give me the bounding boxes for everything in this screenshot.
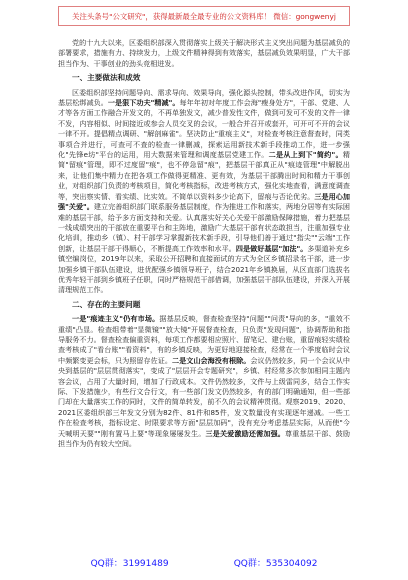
sec1-lead: 区委组织部坚持问题导向、需求导向、效果导向，强化源头控制，带头改进作风，切实为基层松绑减负。	[58, 87, 350, 108]
document-body	[58, 38, 350, 449]
sec2-point2-title: 二是文山会海没有根除。	[171, 355, 251, 365]
sec1-point3-title: 三是用心加强"关爱"。	[58, 191, 351, 212]
sec2-point1-title: 一是"痕迹主义"仍有市场。	[72, 314, 160, 324]
footer	[58, 556, 350, 569]
section-heading-2: 二、存在的主要问题	[72, 299, 141, 309]
banner-text: 关注头条号"公文研究"，获得最新最全最专业的公文资料库！ 微信：gongwenyj	[72, 11, 336, 21]
sec2-point3-title: 三是关爱激励还需加强。	[205, 428, 286, 438]
sec1-point4-text: 多渠道补充乡镇空编岗位，2019年以来，采取公开招聘和直接面试的方式为全区乡镇招录名干部，进一步加强乡镇干部队伍建设，进优配强乡镇领导班子，结合2021年乡镇换届，从区直部门选拔名优秀年轻干部到乡镇班子任职，同时严格规范干部借调，加强基层干部队伍建设，并深入开展清理规范工作。	[58, 243, 350, 295]
sec2-point3-text: 尊重基层干部、鼓励担当作为仍有较大空间。	[58, 428, 350, 449]
sec1-point4-title: 四是做好基层"加法"。	[235, 243, 308, 253]
intro-paragraph: 党的十九大以来，区委组织部深入贯彻落实上级关于解决形式主义突出问题为基层减负的部署要求，措施有力、持续发力，上级文件精神得到有效落实，基层减负效果明显，广大干部担当作为、干事创业的劲头竞相迸发。	[58, 38, 350, 68]
top-banner	[58, 6, 350, 26]
section-heading-1: 一、主要做法和成效	[72, 73, 141, 83]
section1-paragraph	[58, 88, 350, 296]
footer-qq-2: QQ群：535304092	[233, 559, 318, 569]
sec1-point1-text: 每年年初对年度工作会海"瘦身处方"，干部、党建、人才等各方面工作融合开发文的，不再单独发文，减少普发性文件，做到可发可不发的文件一律不发，内容相似、时间接近或参会人员交叉的会议，一般合并召开或套开，可开可不开的会议一律不开。提倡精点调研、"解剖麻雀"。坚决防止"重痕主义"，对检查考核注意督查时，同类事项合并进行，可查可不查的检查一律删减，探索运用新技术新手段推动工作，进一步强化"先锋e坊"平台的运用，用大数据来管理和调度基层党建工作。	[58, 98, 350, 160]
sec1-point1-title: 一是狠下功夫"精减"。	[107, 98, 180, 108]
sec1-point3-text: 建立完善组织部门联系服务基层制度，作为推进工作和落实，两地分居等有实际困难的基层干部，给予多方面支持和关爱。认真落实好关心关爱干部激励保障措施，着力把基层一线成绩突出的干部放在重要平台和主阵地，激励广大基层干部有状态敢担当，注重加强专业化培训，推动乡（镇）、村干部学习掌握新技术新手段，引导他们善于通过"指尖""云端"工作创新，让基层干部干得顺心，不断提高工作效率和水平。	[58, 202, 350, 253]
sec1-point2-title: 二是从上到下"简约"。	[268, 150, 343, 160]
section2-paragraph	[58, 314, 350, 449]
sec1-point2-text: 精简"留痕"管理，即不过度留"痕"，也不停急留"痕"，把基层干部真正从"痕迹管理"中解脱出来，让他们集中精力在把各项工作做得更精准、更有效，为基层干部腾出时间和精力干事创业，对组织部门负责的考核项目，简化考核指标，改进考核方式，强化实地查看，满意度调查等，突出察实情、看实绩、比实效。不简单以资料多少论高下，留痕与否论优劣。	[58, 150, 350, 201]
sec2-point1-text: 据基层反映，督查检查坚持"问题""问责"导向的多，"重效不重绩"凸显。检查组带着"显微镜""放大镜"开展督查检查，只负责"发现问题"，协调帮助和指导服务不力。督查检查偏重资料，每项工作都要相应照片、留笔记、建台账，重留痕轻实绩检查考核成了"看台账""看资料"，有的乡镇反映，为更好地迎接检查，经常在一个季度临时会议中频繁变更会标，只为照留存佐证。	[58, 314, 350, 365]
footer-qq-1: QQ群：31991489	[90, 559, 169, 569]
sec2-point2-text: 会议仍然较多，同一个会议从中央到基层的"层层贯彻落实"，变成了"层层开会专题研究"，乡镇、村经常多次参加相同主题内容会议，占用了大量时间，增加了行政成本。文件仍然较多，文件与上级雷同多，结合工作实际、下发措施少，有些行文合行文，有一些部门发文仍然较多，有的部门明确通知，但一些部门却在大量落实工作的同时，文件的简单转发，前不久的会议精神贯彻。观察2019、2020、2021区委组织部三年发文分别为82件、81件和85件，发文数量没有实现逐年递减。一些工作在检查考核，指标设定、时限要求等方面"层层加码"，没有充分考虑基层实际，从而使"今天喊明天要""刚有置马上要"等现象屡屡发生。	[58, 355, 351, 438]
